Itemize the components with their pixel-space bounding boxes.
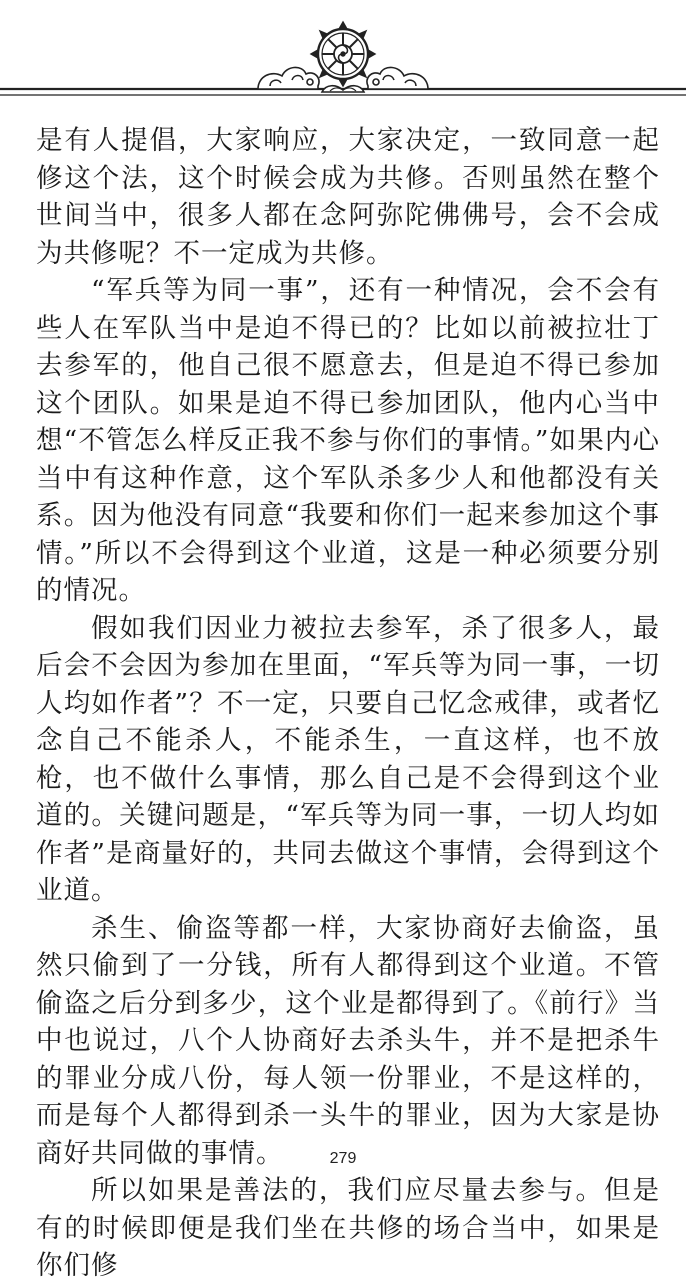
- paragraph-5: 所以如果是善法的，我们应尽量去参与。但是有的时候即便是我们坐在共修的场合当中，如果是你们修: [36, 1175, 660, 1281]
- cloud-scroll-icon: [367, 67, 428, 89]
- cloud-scroll-icon: [258, 67, 319, 89]
- dharma-wheel-icon: [311, 22, 375, 92]
- paragraph-4: 杀生、偷盗等都一样，大家协商好去偷盗，虽然只偷到了一分钱，所有人都得到这个业道。不管偷盗之后分到多少，这个业是都得到了。《前行》当中也说过，八个人协商好去杀头牛，并不是把杀牛的罪业分成八份，每人领一份罪业，不是这样的，而是每个人都得到杀一头牛的罪业，因为大家是协商好共同做的事情。: [36, 912, 660, 1169]
- page-number: 279: [329, 1150, 357, 1167]
- page-body: [36, 122, 660, 1285]
- paragraph-3: 假如我们因业力被拉去参军，杀了很多人，最后会不会因为参加在里面，“军兵等为同一事，一切人均如作者”？不一定，只要自己忆念戒律，或者忆念自己不能杀人，不能杀生，一直这样，也不放枪，也不做什么事情，那么自己是不会得到这个业道的。关键问题是，“军兵等为同一事，一切人均如作者”是商量好的，共同去做这个事情，会得到这个业道。: [36, 612, 660, 906]
- page-header: [0, 0, 686, 110]
- header-ornament: [0, 0, 686, 110]
- paragraph-1: 是有人提倡，大家响应，大家决定，一致同意一起修这个法，这个时候会成为共修。否则虽然在整个世间当中，很多人都在念阿弥陀佛佛号，会不会成为共修呢？不一定成为共修。: [36, 125, 660, 269]
- paragraph-2: “军兵等为同一事”，还有一种情况，会不会有些人在军队当中是迫不得已的？比如以前被拉壮丁去参军的，他自己很不愿意去，但是迫不得已参加这个团队。如果是迫不得已参加团队，他内心当中想“不管怎么样反正我不参与你们的事情。”如果内心当中有这种作意，这个军队杀多少人和他都没有关系。因为他没有同意“我要和你们一起来参加这个事情。”所以不会得到这个业道，这是一种必须要分别的情况。: [36, 275, 660, 606]
